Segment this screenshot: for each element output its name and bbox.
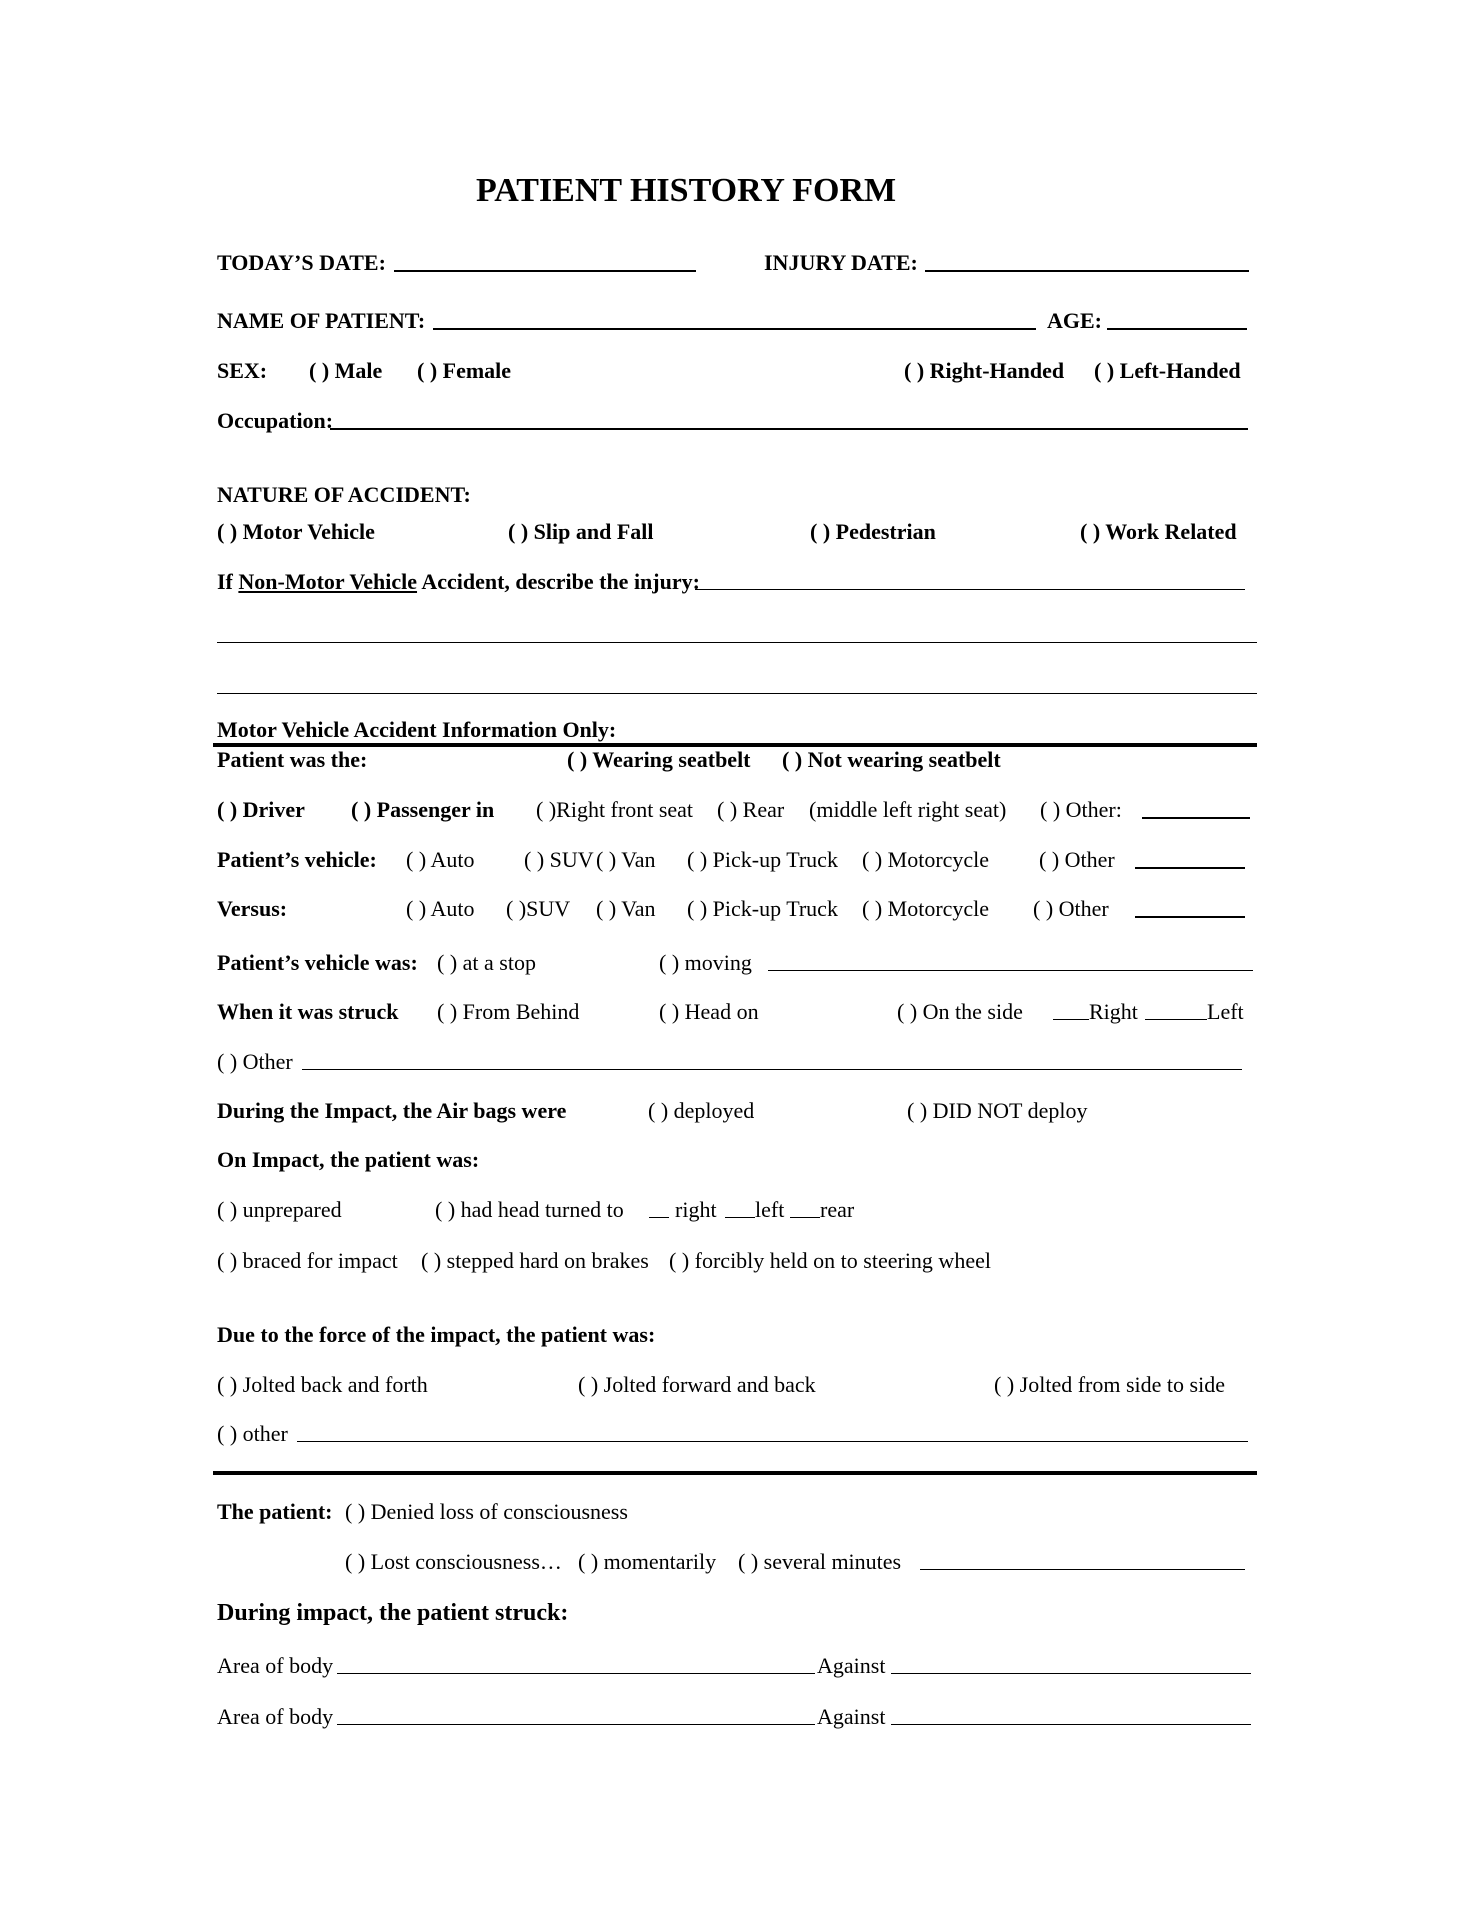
head-rear-field[interactable] (790, 1197, 820, 1218)
head-on-option[interactable]: ( ) Head on (659, 999, 759, 1024)
patient-vehicle-label: Patient’s vehicle: (217, 847, 377, 872)
section-divider-2 (213, 1471, 1257, 1475)
lost-consciousness-option[interactable]: ( ) Lost consciousness… (345, 1549, 562, 1574)
jolted-side-option[interactable]: ( ) Jolted from side to side (994, 1372, 1225, 1397)
vehicle-van-option[interactable]: ( ) Van (596, 847, 656, 872)
denied-loss-option[interactable]: ( ) Denied loss of consciousness (345, 1499, 628, 1524)
consciousness-row-2 (217, 1547, 1257, 1577)
driver-option[interactable]: ( ) Driver (217, 797, 305, 822)
struck-label: When it was struck (217, 999, 399, 1024)
vehicle-motorcycle-option[interactable]: ( ) Motorcycle (862, 847, 990, 872)
nature-label: NATURE OF ACCIDENT: (217, 482, 471, 507)
injury-date-label: INJURY DATE: (764, 250, 918, 275)
against-label: Against (817, 1704, 886, 1729)
patient-was-row (217, 745, 1257, 775)
age-field[interactable] (1107, 308, 1247, 330)
patient-vehicle-row (217, 845, 1257, 875)
impact-row-2 (217, 1246, 1257, 1276)
left-handed-option[interactable]: ( ) Left-Handed (1094, 358, 1241, 383)
vehicle-pickup-option[interactable]: ( ) Pick-up Truck (687, 847, 838, 872)
struck-row-1 (217, 1651, 1257, 1681)
head-rear-label: rear (820, 1197, 855, 1222)
describe-injury-row (217, 567, 1257, 597)
head-left-label: left (755, 1197, 785, 1222)
area-of-body-field[interactable] (337, 1704, 815, 1725)
dates-row (217, 248, 1257, 278)
vehicle-was-row (217, 948, 1257, 978)
consciousness-row-1 (217, 1497, 1257, 1527)
patient-was-label: Patient was the: (217, 747, 368, 772)
seat-position-row (217, 795, 1257, 825)
name-label: NAME OF PATIENT: (217, 308, 426, 333)
versus-van-option[interactable]: ( ) Van (596, 896, 656, 921)
side-left-label: Left (1207, 999, 1244, 1024)
passenger-option[interactable]: ( ) Passenger in (351, 797, 495, 822)
force-other-field[interactable] (297, 1421, 1248, 1442)
at-a-stop-option[interactable]: ( ) at a stop (437, 950, 536, 975)
describe-injury-field[interactable] (695, 569, 1245, 590)
name-field[interactable] (433, 308, 1036, 330)
right-handed-option[interactable]: ( ) Right-Handed (904, 358, 1065, 383)
versus-label: Versus: (217, 896, 288, 921)
slip-and-fall-option[interactable]: ( ) Slip and Fall (508, 519, 654, 544)
head-turned-option[interactable]: ( ) had head turned to (435, 1197, 624, 1222)
moving-option[interactable]: ( ) moving (659, 950, 752, 975)
motor-vehicle-option[interactable]: ( ) Motor Vehicle (217, 519, 375, 544)
side-right-field[interactable] (1053, 999, 1089, 1020)
not-wearing-seatbelt-option[interactable]: ( ) Not wearing seatbelt (782, 747, 1001, 772)
on-the-side-option[interactable]: ( ) On the side (897, 999, 1023, 1024)
against-field[interactable] (891, 1704, 1251, 1725)
versus-row (217, 894, 1257, 924)
impact-row-1 (217, 1195, 1257, 1225)
vehicle-was-label: Patient’s vehicle was: (217, 950, 418, 975)
name-row (217, 306, 1257, 336)
versus-suv-option[interactable]: ( )SUV (506, 896, 571, 921)
versus-other-option[interactable]: ( ) Other (1033, 896, 1109, 921)
momentarily-option[interactable]: ( ) momentarily (578, 1549, 717, 1574)
todays-date-field[interactable] (394, 250, 696, 272)
head-right-label: right (675, 1197, 717, 1222)
struck-row (217, 997, 1257, 1027)
vehicle-other-option[interactable]: ( ) Other (1039, 847, 1115, 872)
jolted-forward-back-option[interactable]: ( ) Jolted forward and back (578, 1372, 816, 1397)
right-front-seat-option[interactable]: ( )Right front seat (536, 797, 694, 822)
sex-male-option[interactable]: ( ) Male (309, 358, 383, 383)
several-minutes-option[interactable]: ( ) several minutes (738, 1549, 902, 1574)
versus-motorcycle-option[interactable]: ( ) Motorcycle (862, 896, 990, 921)
vehicle-auto-option[interactable]: ( ) Auto (406, 847, 475, 872)
page-title: PATIENT HISTORY FORM (476, 172, 897, 209)
occupation-field[interactable] (330, 408, 1248, 430)
from-behind-option[interactable]: ( ) From Behind (437, 999, 580, 1024)
area-of-body-field[interactable] (337, 1653, 815, 1674)
vehicle-suv-option[interactable]: ( ) SUV (524, 847, 594, 872)
wearing-seatbelt-option[interactable]: ( ) Wearing seatbelt (567, 747, 751, 772)
sex-row (217, 356, 1257, 386)
work-related-option[interactable]: ( ) Work Related (1080, 519, 1237, 544)
mva-section-header: Motor Vehicle Accident Information Only: (217, 717, 617, 742)
airbags-not-deployed-option[interactable]: ( ) DID NOT deploy (907, 1098, 1088, 1123)
side-left-field[interactable] (1145, 999, 1207, 1020)
versus-pickup-option[interactable]: ( ) Pick-up Truck (687, 896, 838, 921)
todays-date-label: TODAY’S DATE: (217, 250, 386, 275)
head-left-field[interactable] (725, 1197, 755, 1218)
versus-other-field[interactable] (1135, 896, 1245, 918)
struck-other-row (217, 1047, 1257, 1077)
moving-details-field[interactable] (768, 950, 1253, 971)
injury-date-field[interactable] (925, 250, 1249, 272)
head-right-field[interactable] (649, 1197, 669, 1218)
brakes-option[interactable]: ( ) stepped hard on brakes (421, 1248, 649, 1273)
struck-other-option[interactable]: ( ) Other (217, 1049, 293, 1074)
airbags-deployed-option[interactable]: ( ) deployed (648, 1098, 755, 1123)
describe-injury-line-3[interactable] (217, 693, 1257, 694)
other-seat-field[interactable] (1142, 797, 1250, 819)
against-label: Against (817, 1653, 886, 1678)
consciousness-duration-field[interactable] (920, 1549, 1245, 1570)
area-of-body-label: Area of body (217, 1653, 334, 1678)
force-options-row (217, 1370, 1257, 1400)
nature-options-row (217, 517, 1257, 547)
struck-heading: During impact, the patient struck: (217, 1600, 569, 1626)
area-of-body-label: Area of body (217, 1704, 334, 1729)
describe-injury-label: If Non-Motor Vehicle Accident, describe the injury: (217, 569, 700, 594)
rear-seat-option[interactable]: ( ) Rear (717, 797, 785, 822)
other-seat-option[interactable]: ( ) Other: (1040, 797, 1122, 822)
sex-label: SEX: (217, 358, 268, 383)
versus-auto-option[interactable]: ( ) Auto (406, 896, 475, 921)
struck-other-field[interactable] (302, 1049, 1242, 1070)
force-other-option[interactable]: ( ) other (217, 1421, 288, 1446)
side-right-label: Right (1089, 999, 1138, 1024)
steering-wheel-option[interactable]: ( ) forcibly held on to steering wheel (669, 1248, 991, 1273)
on-impact-label: On Impact, the patient was: (217, 1147, 480, 1172)
rear-seat-positions: (middle left right seat) (809, 797, 1007, 822)
occupation-row (217, 406, 1257, 436)
describe-injury-line-2[interactable] (217, 642, 1257, 643)
struck-row-2 (217, 1702, 1257, 1732)
age-label: AGE: (1047, 308, 1102, 333)
braced-option[interactable]: ( ) braced for impact (217, 1248, 398, 1273)
airbags-label: During the Impact, the Air bags were (217, 1098, 567, 1123)
jolted-back-forth-option[interactable]: ( ) Jolted back and forth (217, 1372, 428, 1397)
airbags-row (217, 1096, 1257, 1126)
unprepared-option[interactable]: ( ) unprepared (217, 1197, 342, 1222)
force-label: Due to the force of the impact, the patient was: (217, 1322, 656, 1347)
against-field[interactable] (891, 1653, 1251, 1674)
occupation-label: Occupation: (217, 408, 334, 433)
pedestrian-option[interactable]: ( ) Pedestrian (810, 519, 936, 544)
sex-female-option[interactable]: ( ) Female (417, 358, 512, 383)
vehicle-other-field[interactable] (1135, 847, 1245, 869)
patient-label: The patient: (217, 1499, 333, 1524)
force-other-row (217, 1419, 1257, 1449)
